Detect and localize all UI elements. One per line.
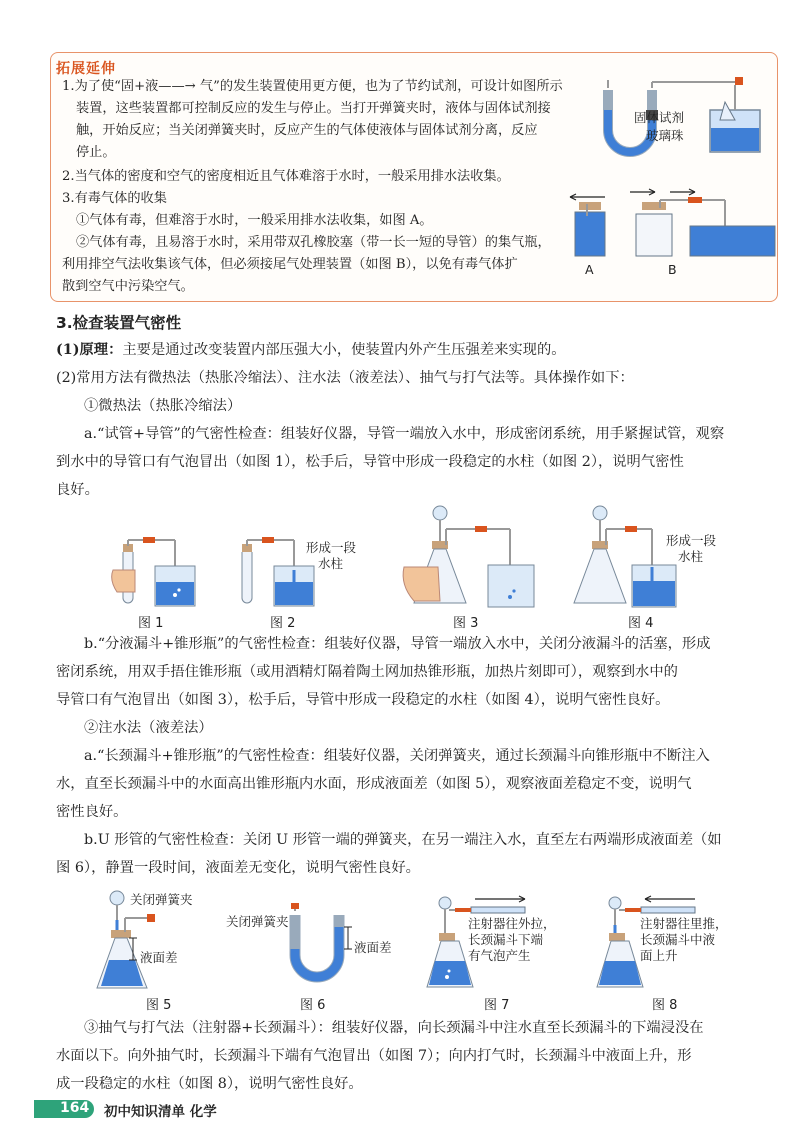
method2a-line-1: a.“长颈漏斗+锥形瓶”的气密性检查：组装好仪器，关闭弹簧夹，通过长颈漏斗向锥形瓶中不断注入 xyxy=(84,748,710,764)
footer-book-title: 初中知识清单 化学 xyxy=(104,1104,217,1120)
figure-8-annotation xyxy=(640,916,728,964)
figure-7-caption: 图 7 xyxy=(484,998,510,1013)
figure-4-flask-water-column xyxy=(570,505,680,610)
fig4-anno-line2: 水柱 xyxy=(678,549,704,564)
method2-title: ②注水法（液差法） xyxy=(84,720,213,736)
figure-3-caption: 图 3 xyxy=(453,616,479,631)
ext-line-6: 3.有毒气体的收集 xyxy=(62,191,167,206)
method2a-line-2: 水，直至长颈漏斗中的水面高出锥形瓶内水面，形成液面差（如图 5），观察液面差稳定不变，说明气 xyxy=(56,776,692,792)
fig8-anno-line3: 面上升 xyxy=(640,948,678,963)
figure-4-annotation xyxy=(666,533,716,565)
method1-title: ①微热法（热胀冷缩法） xyxy=(84,398,242,414)
fig8-anno-line2: 长颈漏斗中液 xyxy=(640,932,716,947)
figure-5-level-label: 液面差 xyxy=(140,950,178,965)
ext-line-7: ①气体有毒，但难溶于水时，一般采用排水法收集，如图 A。 xyxy=(76,213,433,228)
method1b-line-1: b.“分液漏斗+锥形瓶”的气密性检查：组装好仪器，导管一端放入水中，关闭分液漏斗的活塞，形成 xyxy=(84,636,711,652)
extension-title: 拓展延伸 xyxy=(56,61,116,77)
ext-line-5: 2.当气体的密度和空气的密度相近且气体难溶于水时，一般采用排水法收集。 xyxy=(62,169,510,184)
figure-4-caption: 图 4 xyxy=(628,616,654,631)
method3-line-1: ③抽气与打气法（注射器+长颈漏斗）：组装好仪器，向长颈漏斗中注水直至长颈漏斗的下端浸没在 xyxy=(84,1020,704,1036)
figure-3-flask-hands xyxy=(400,505,540,610)
principle-line xyxy=(56,340,566,360)
method3-line-3: 成一段稳定的水柱（如图 8），说明气密性良好。 xyxy=(56,1076,363,1092)
ext-line-1: 1.为了使“固+液——→ 气”的发生装置使用更方便，也为了节约试剂，可设计如图所示 xyxy=(62,79,563,94)
method1a-line-2: 到水中的导管口有气泡冒出（如图 1），松手后，导管中形成一段稳定的水柱（如图 2），说明气密性 xyxy=(56,454,684,470)
label-solid-reagent: 固体试剂 xyxy=(634,110,685,125)
figure-b-label: B xyxy=(668,262,677,277)
method2a-line-3: 密性良好。 xyxy=(56,804,128,820)
figure-2-caption: 图 2 xyxy=(270,616,296,631)
ext-line-2: 装置，这些装置都可控制反应的发生与停止。当打开弹簧夹时，液体与固体试剂接 xyxy=(76,101,551,116)
method3-line-2: 水面以下。向外抽气时，长颈漏斗下端有气泡冒出（如图 7）；向内打气时，长颈漏斗中液面上升，形 xyxy=(56,1048,692,1064)
ext-line-4: 停止。 xyxy=(76,145,116,160)
fig4-anno-line1: 形成一段 xyxy=(666,533,717,548)
figure-8-caption: 图 8 xyxy=(652,998,678,1013)
fig7-anno-line2: 长颈漏斗下端 xyxy=(468,932,544,947)
ext-line-10: 散到空气中污染空气。 xyxy=(62,279,194,294)
ext-line-8: ②气体有毒，且易溶于水时，采用带双孔橡胶塞（带一长一短的导管）的集气瓶， xyxy=(76,235,551,250)
method1a-line-1: a.“试管+导管”的气密性检查：组装好仪器，导管一端放入水中，形成密闭系统，用手紧握试管，观察 xyxy=(84,426,725,442)
gas-collection-figure-a xyxy=(565,192,625,262)
fig7-anno-line1: 注射器往外拉， xyxy=(468,916,556,931)
figure-6-caption: 图 6 xyxy=(300,998,326,1013)
figure-a-label: A xyxy=(585,262,594,277)
method2b-line-2: 图 6），静置一段时间，液面差无变化，说明气密性良好。 xyxy=(56,860,420,876)
figure-2-annotation xyxy=(306,540,356,572)
page-number: 164 xyxy=(60,1100,90,1116)
figure-1-caption: 图 1 xyxy=(138,616,164,631)
method1a-line-3: 良好。 xyxy=(56,482,99,498)
ext-line-9: 利用排空气法收集该气体，但必须接尾气处理装置（如图 B），以免有毒气体扩 xyxy=(62,257,518,272)
figure-6-clamp-label: 关闭弹簧夹 xyxy=(226,914,289,929)
figure-5-caption: 图 5 xyxy=(146,998,172,1013)
gas-collection-figure-b xyxy=(630,188,780,258)
method1b-line-2: 密闭系统，用双手捂住锥形瓶（或用酒精灯隔着陶土网加热锥形瓶，加热片刻即可），观察到水中的 xyxy=(56,664,678,680)
section-title: 3.检查装置气密性 xyxy=(56,314,182,332)
fig2-anno-line1: 形成一段 xyxy=(306,540,357,555)
figure-5-clamp-label: 关闭弹簧夹 xyxy=(130,892,193,907)
principle-text: 主要是通过改变装置内部压强大小，使装置内外产生压强差来实现的。 xyxy=(122,342,566,358)
principle-label: (1)原理： xyxy=(56,342,123,358)
fig2-anno-line2: 水柱 xyxy=(318,556,344,571)
fig8-anno-line1: 注射器往里推， xyxy=(640,916,728,931)
methods-line: (2)常用方法有微热法（热胀冷缩法）、注水法（液差法）、抽气与打气法等。具体操作如下： xyxy=(56,370,634,386)
ext-line-3: 触，开始反应；当关闭弹簧夹时，反应产生的气体使液体与固体试剂分离，反应 xyxy=(76,123,538,138)
figure-6-u-tube xyxy=(280,905,360,990)
figure-6-level-label: 液面差 xyxy=(354,940,392,955)
method2b-line-1: b.U 形管的气密性检查：关闭 U 形管一端的弹簧夹，在另一端注入水，直至左右两端形成液面差（如 xyxy=(84,832,722,848)
method1b-line-3: 导管口有气泡冒出（如图 3），松手后，导管中形成一段稳定的水柱（如图 4），说明气密性良好。 xyxy=(56,692,670,708)
figure-7-annotation xyxy=(468,916,556,964)
figure-1-test-tube-hand xyxy=(105,540,200,610)
fig7-anno-line3: 有气泡产生 xyxy=(468,948,531,963)
label-glass-beads: 玻璃珠 xyxy=(646,128,684,143)
